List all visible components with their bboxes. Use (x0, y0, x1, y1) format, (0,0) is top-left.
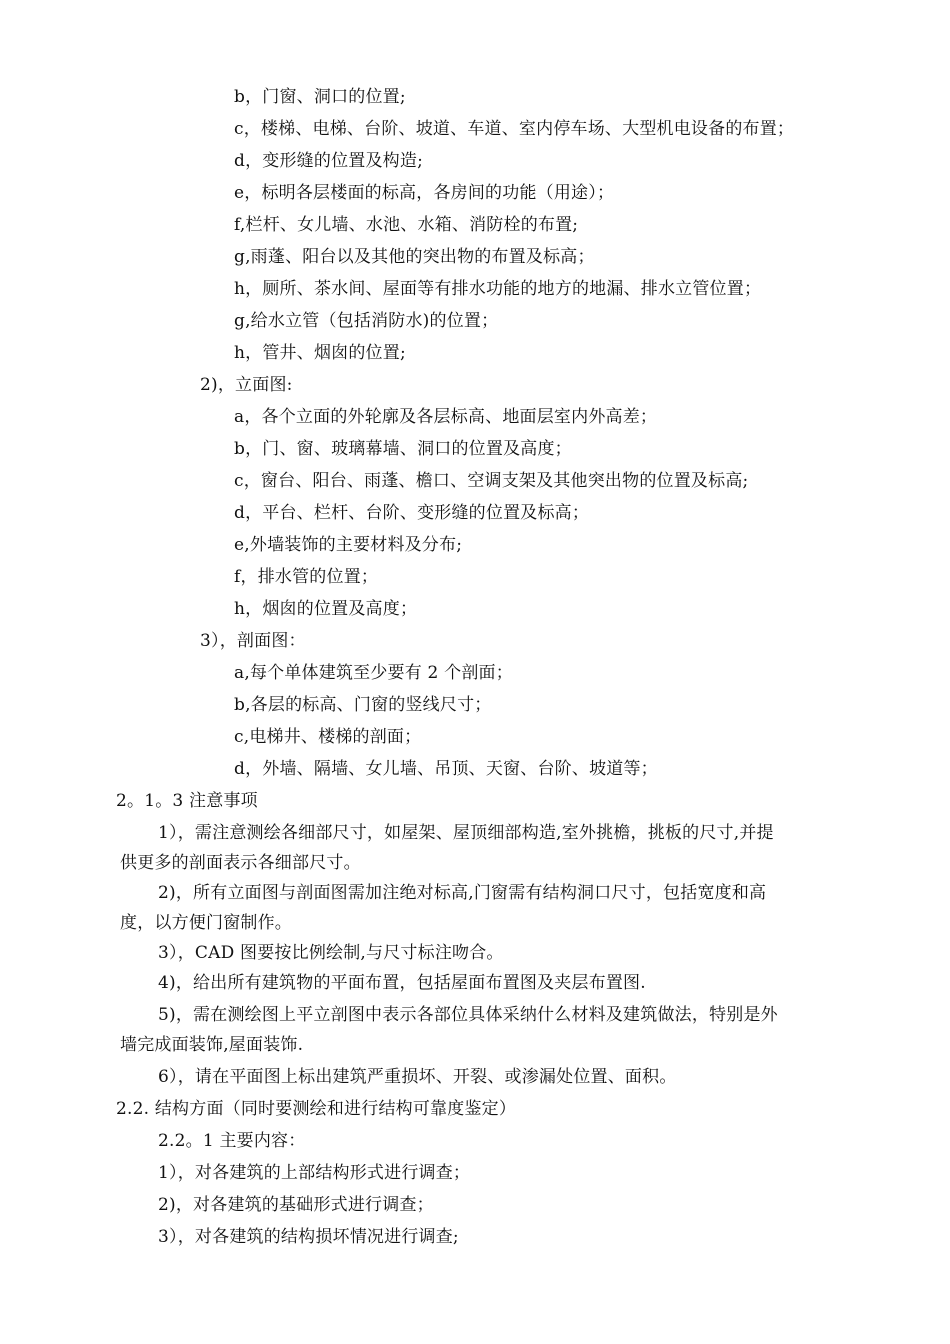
text-line: a，各个立面的外轮廓及各层标高、地面层室内外高差； (234, 407, 658, 427)
text-line: b，门、窗、玻璃幕墙、洞口的位置及高度； (234, 439, 572, 459)
text-line: f，排水管的位置； (234, 567, 379, 587)
text-line: b,各层的标高、门窗的竖线尺寸； (234, 695, 492, 715)
text-line: 1），对各建筑的上部结构形式进行调查； (158, 1163, 471, 1183)
text-line: b，门窗、洞口的位置; (234, 87, 406, 107)
text-line: 墙完成面装饰,屋面装饰. (120, 1035, 304, 1055)
text-line: d，平台、栏杆、台阶、变形缝的位置及标高； (234, 503, 590, 523)
text-line: h，厕所、茶水间、屋面等有排水功能的地方的地漏、排水立管位置； (234, 279, 762, 299)
section-heading: 2.2. 结构方面（同时要测绘和进行结构可靠度鉴定） (116, 1099, 517, 1119)
text-line: 4)，给出所有建筑物的平面布置，包括屋面布置图及夹层布置图. (158, 973, 646, 993)
section-heading: 3），剖面图： (200, 631, 306, 651)
text-line: g,雨蓬、阳台以及其他的突出物的布置及标高； (234, 247, 595, 267)
section-heading: 2。1。3 注意事项 (116, 791, 258, 811)
text-line: e，标明各层楼面的标高，各房间的功能（用途）； (234, 183, 615, 203)
text-line: g,给水立管（包括消防水)的位置； (234, 311, 499, 331)
text-line: 2)，所有立面图与剖面图需加注绝对标高,门窗需有结构洞口尺寸，包括宽度和高 (158, 883, 767, 903)
text-line: a,每个单体建筑至少要有 2 个剖面； (234, 663, 513, 683)
text-line: 3），对各建筑的结构损坏情况进行调查; (158, 1227, 459, 1247)
text-line: 1），需注意测绘各细部尺寸，如屋架、屋顶细部构造,室外挑檐，挑板的尺寸,并提 (158, 823, 774, 843)
text-line: 3），CAD 图要按比例绘制,与尺寸标注吻合。 (158, 943, 504, 963)
text-line: 2)，对各建筑的基础形式进行调查； (158, 1195, 434, 1215)
text-line: 6），请在平面图上标出建筑严重损坏、开裂、或渗漏处位置、面积。 (158, 1067, 677, 1087)
text-line: e,外墙装饰的主要材料及分布; (234, 535, 463, 555)
text-line: h，烟囱的位置及高度； (234, 599, 418, 619)
text-line: c，楼梯、电梯、台阶、坡道、车道、室内停车场、大型机电设备的布置； (234, 119, 795, 139)
text-line: 5)，需在测绘图上平立剖图中表示各部位具体采纳什么材料及建筑做法，特别是外 (158, 1005, 778, 1025)
text-line: c,电梯井、楼梯的剖面； (234, 727, 422, 747)
section-heading: 2)，立面图: (200, 375, 293, 395)
text-line: 度，以方便门窗制作。 (120, 913, 292, 933)
text-line: 供更多的剖面表示各细部尺寸。 (120, 853, 361, 873)
text-line: d，外墙、隔墙、女儿墙、吊顶、天窗、台阶、坡道等； (234, 759, 658, 779)
text-line: h，管井、烟囱的位置; (234, 343, 406, 363)
text-line: f,栏杆、女儿墙、水池、水箱、消防栓的布置; (234, 215, 579, 235)
subsection-heading: 2.2。1 主要内容： (158, 1131, 306, 1151)
text-line: c，窗台、阳台、雨蓬、檐口、空调支架及其他突出物的位置及标高; (234, 471, 749, 491)
text-line: d，变形缝的位置及构造; (234, 151, 424, 171)
